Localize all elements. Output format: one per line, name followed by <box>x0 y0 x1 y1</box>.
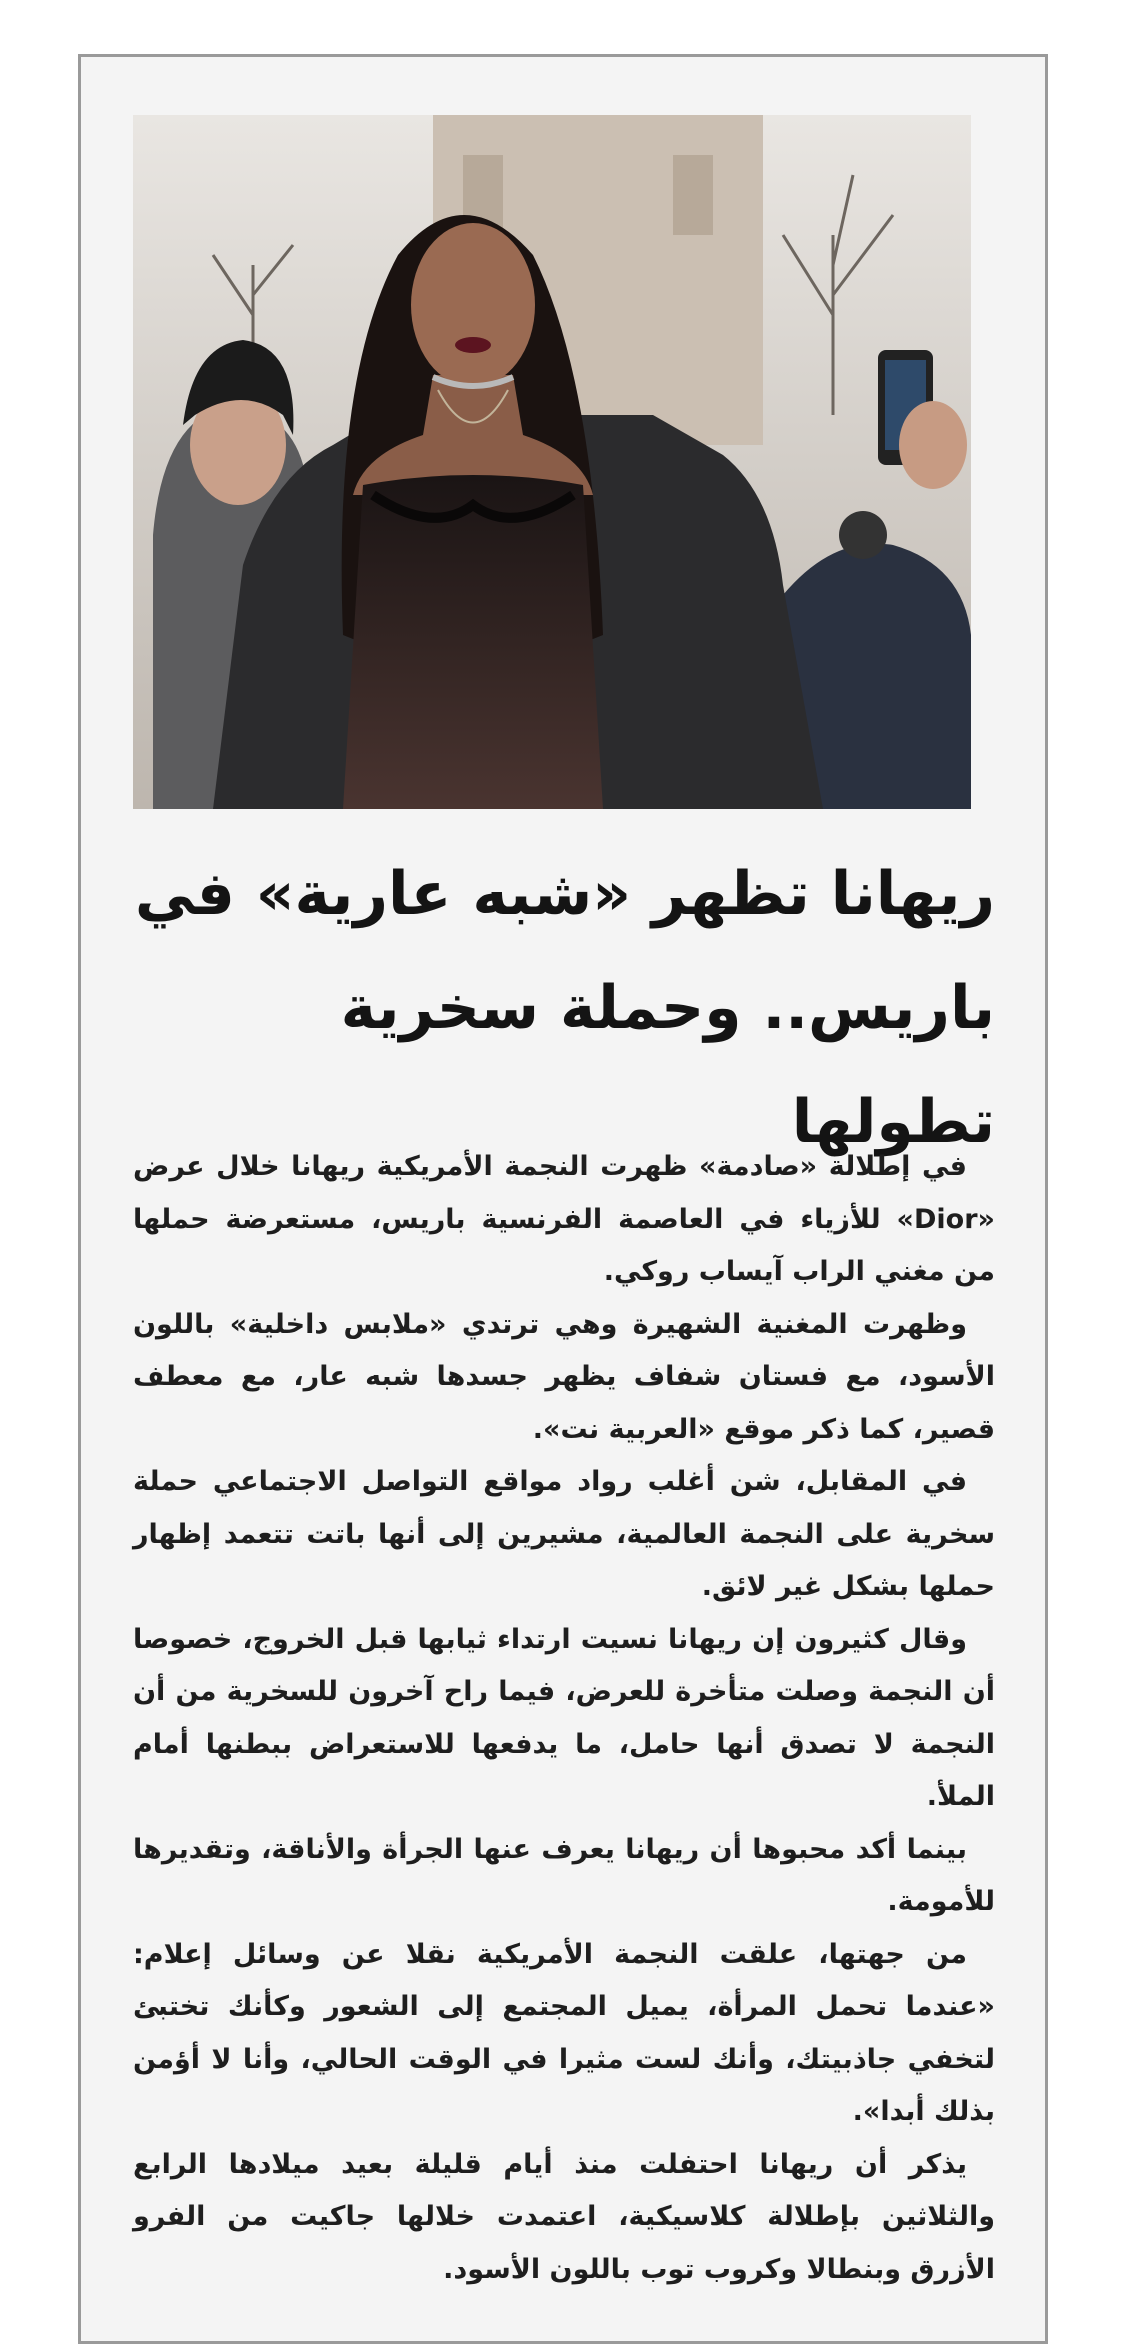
portrait-photo-icon <box>133 115 971 809</box>
paragraph: وقال كثيرون إن ريهانا نسيت ارتداء ثيابها قبل الخروج، خصوصا أن النجمة وصلت متأخرة للعرض، فيما راح آخرون للسخرية من أن النجمة لا تصدق أنها حامل، ما يدفعها للاستعراض ببطنها أمام الملأ. <box>133 1623 995 1812</box>
paragraph: بينما أكد محبوها أن ريهانا يعرف عنها الجرأة والأناقة، وتقديرها للأمومة. <box>133 1833 995 1917</box>
headline-line-1: ريهانا تظهر «شبه عارية» في <box>134 859 995 929</box>
newspaper-clipping <box>78 54 1048 2344</box>
article-headline <box>133 837 995 1179</box>
paragraph: من جهتها، علقت النجمة الأمريكية نقلا عن وسائل إعلام: «عندما تحمل المرأة، يميل المجتمع إلى الشعور وكأنك تختبئ لتخفي جاذبيتك، وأنك لست مثيرا في الوقت الحالي، وأنا لا أؤمن بذلك أبدا». <box>133 1938 995 2127</box>
article-body <box>133 1141 995 2296</box>
paragraph: وظهرت المغنية الشهيرة وهي ترتدي «ملابس داخلية» باللون الأسود، مع فستان شفاف يظهر جسدها شبه عار، مع معطف قصير، كما ذكر موقع «العربية نت». <box>133 1308 995 1445</box>
paragraph: يذكر أن ريهانا احتفلت منذ أيام قليلة بعيد ميلادها الرابع والثلاثين بإطلالة كلاسيكية، اعتمدت خلالها جاكيت من الفرو الأزرق وبنطالا وكروب توب باللون الأسود. <box>133 2148 995 2285</box>
headline-line-2: باريس.. وحملة سخرية تطولها <box>340 973 995 1157</box>
article-photo <box>133 115 971 809</box>
paragraph: في إطلالة «صادمة» ظهرت النجمة الأمريكية ريهانا خلال عرض «Dior» للأزياء في العاصمة الفرنسية باريس، مستعرضة حملها من مغني الراب آيساب روكي. <box>133 1151 995 1287</box>
paragraph: في المقابل، شن أغلب رواد مواقع التواصل الاجتماعي حملة سخرية على النجمة العالمية، مشيرين إلى أنها باتت تتعمد إظهار حملها بشكل غير لائق. <box>133 1466 995 1602</box>
